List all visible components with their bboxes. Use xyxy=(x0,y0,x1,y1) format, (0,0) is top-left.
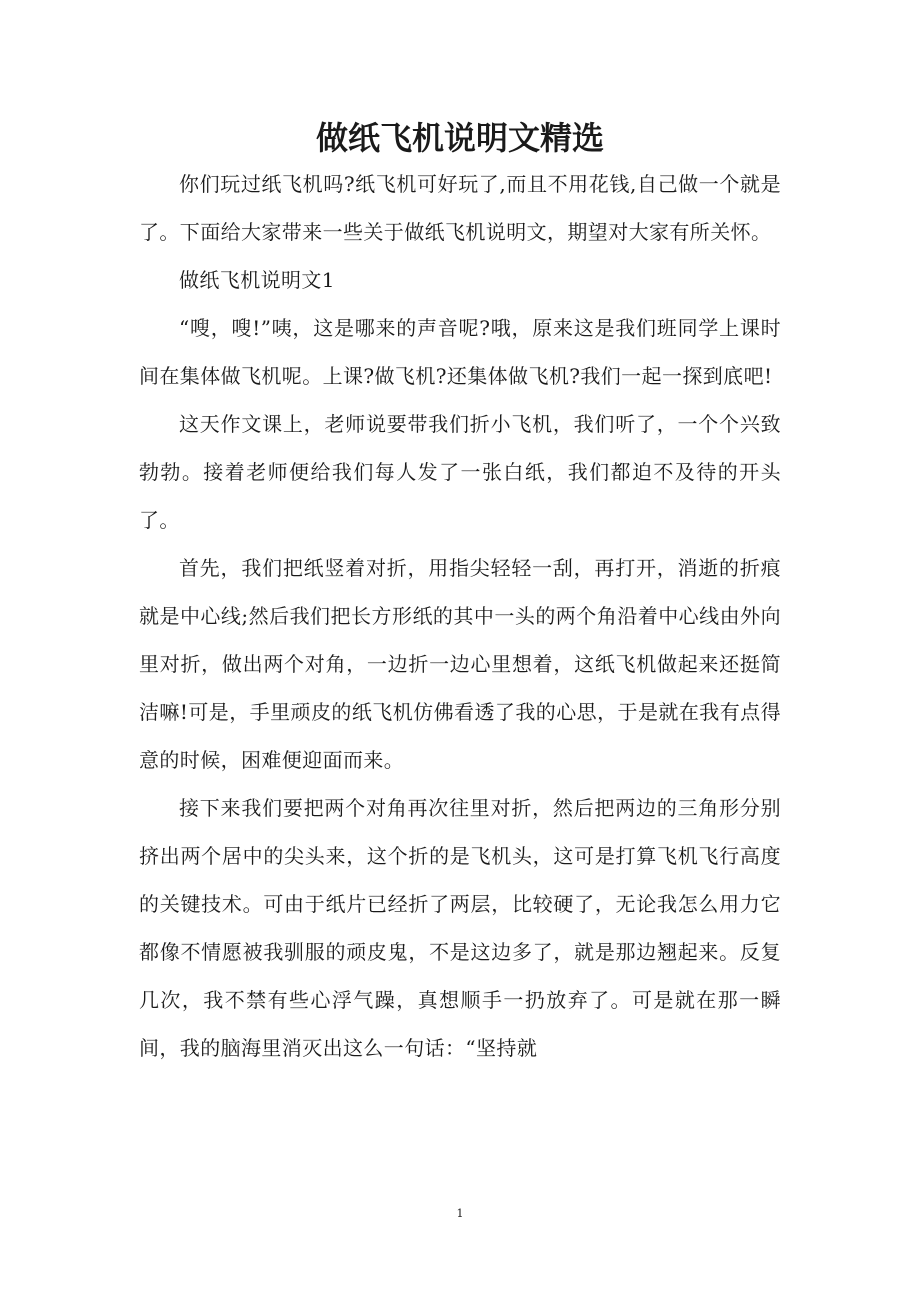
paragraph-intro: 你们玩过纸飞机吗?纸飞机可好玩了,而且不用花钱,自己做一个就是了。下面给大家带来一些关于做纸飞机说明文，期望对大家有所关怀。 xyxy=(139,172,781,244)
document-body xyxy=(139,160,781,1072)
section-heading: 做纸飞机说明文1 xyxy=(179,268,335,292)
page-title: 做纸飞机说明文精选 xyxy=(315,119,604,157)
page-number: 1 xyxy=(456,1207,464,1220)
paragraph: “嗖，嗖!”咦，这是哪来的声音呢?哦，原来这是我们班同学上课时间在集体做飞机呢。上课?做飞机?还集体做飞机?我们一起一探到底吧! xyxy=(139,316,781,388)
paragraph: 这天作文课上，老师说要带我们折小飞机，我们听了，一个个兴致勃勃。接着老师便给我们每人发了一张白纸，我们都迫不及待的开头了。 xyxy=(139,412,781,532)
paragraph: 接下来我们要把两个对角再次往里对折，然后把两边的三角形分别挤出两个居中的尖头来，这个折的是飞机头，这可是打算飞机飞行高度的关键技术。可由于纸片已经折了两层，比较硬了，无论我怎么用力它都像不情愿被我驯服的顽皮鬼，不是这边多了，就是那边翘起来。反复几次，我不禁有些心浮气躁，真想顺手一扔放弃了。可是就在那一瞬间，我的脑海里消灭出这么一句话：“坚持就 xyxy=(139,796,781,1060)
paragraph: 首先，我们把纸竖着对折，用指尖轻轻一刮，再打开，消逝的折痕就是中心线;然后我们把长方形纸的其中一头的两个角沿着中心线由外向里对折，做出两个对角，一边折一边心里想着，这纸飞机做起来还挺简洁嘛!可是，手里顽皮的纸飞机仿佛看透了我的心思，于是就在我有点得意的时候，困难便迎面而来。 xyxy=(139,556,781,772)
